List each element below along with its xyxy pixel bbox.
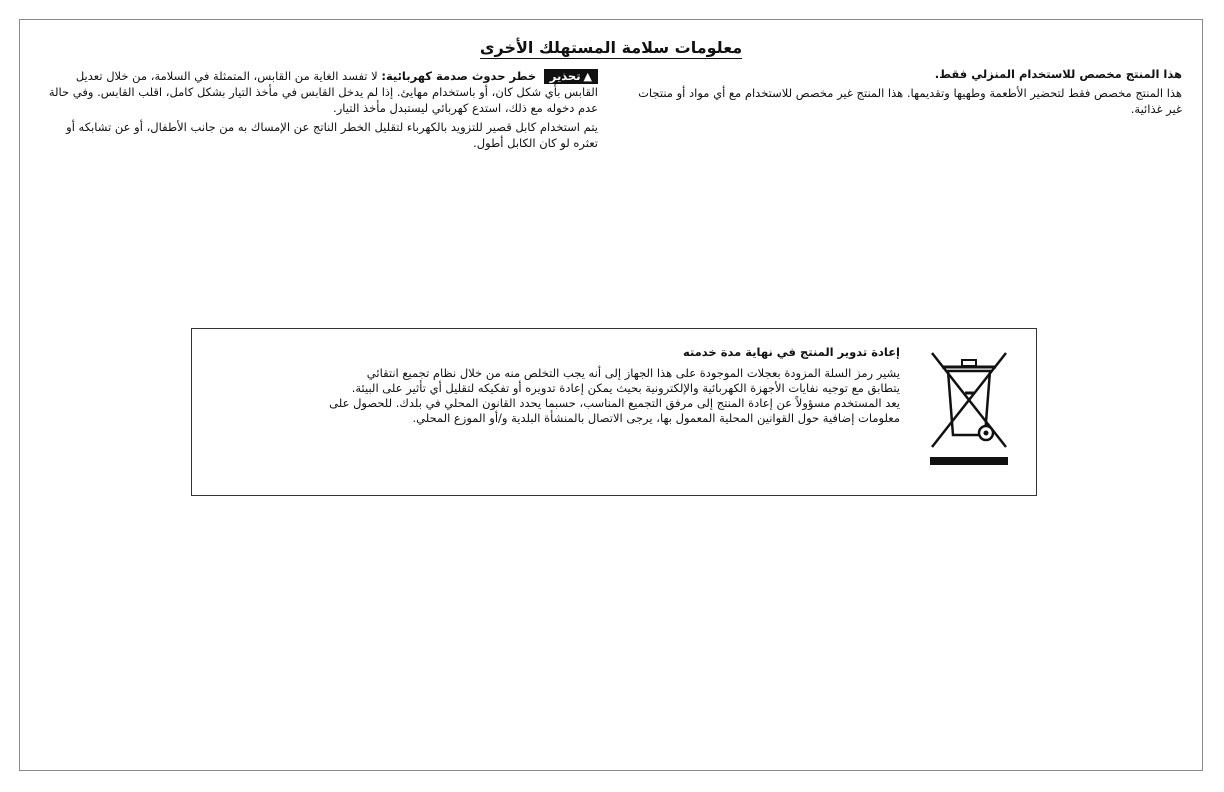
recycling-line-2: يتطابق مع توجيه نفايات الأجهزة الكهربائية والإلكترونية بحيث يمكن إعادة تدويره أو تفكيكه لتقليل أي تأثير على البيئة. [351, 381, 900, 395]
page-title-text: معلومات سلامة المستهلك الأخرى [479, 38, 743, 57]
recycling-line-1: يشير رمز السلة المزودة بعجلات الموجودة على هذا الجهاز إلى أنه يجب التخلص منه من خلال نظام تجميع انتقائي [366, 366, 900, 380]
electric-shock-body: لا تفسد الغاية من القابس، المتمثلة في السلامة، من خلال تعديل القابس بأي شكل كان، أو باستخدام مهايئ. إذا لم يدخل القابس في مأخذ التيار بشكل كامل، اقلب القابس. وفي حالة عدم دخوله مع ذلك، استدع كهربائي ليستبدل مأخذ التيار. [48, 69, 598, 115]
recycling-line-3: يعد المستخدم مسؤولاً عن إعادة المنتج إلى مرفق التجميع المناسب، حسبما يحدد القانون المحلي في بلدك. للحصول على [329, 396, 900, 410]
warning-triangle-icon: ▲ [583, 70, 592, 83]
caution-badge [544, 69, 598, 84]
recycling-box [191, 328, 1037, 496]
household-use-section [622, 66, 1182, 120]
electric-shock-heading: خطر حدوث صدمة كهربائية: [381, 69, 537, 83]
caution-badge-label: تحذير [549, 69, 581, 83]
document-page [19, 19, 1203, 771]
page-title [20, 38, 1202, 57]
household-use-heading: هذا المنتج مخصص للاستخدام المنزلي فقط. [934, 67, 1182, 81]
recycling-line-4: معلومات إضافية حول القوانين المحلية المعمول بها، يرجى الاتصال بالمنشأة البلدية و/أو الموزع المحلي. [412, 411, 900, 425]
recycling-heading: إعادة تدوير المنتج في نهاية مدة خدمته [682, 345, 900, 359]
recycling-text [210, 345, 900, 426]
household-use-body: هذا المنتج مخصص فقط لتحضير الأطعمة وطهيها وتقديمها. هذا المنتج غير مخصص للاستخدام مع أي مواد أو منتجات غير غذائية. [638, 86, 1182, 116]
electric-shock-section [42, 68, 598, 154]
short-cord-paragraph: يتم استخدام كابل قصير للتزويد بالكهرباء لتقليل الخطر الناتج عن الإمساك به من جانب الأطفال، أو عن تشابكه أو تعثره لو كان الكابل أطول. [66, 120, 598, 150]
crossed-out-wheelie-bin-icon [928, 349, 1010, 467]
electric-shock-paragraph [42, 68, 598, 116]
